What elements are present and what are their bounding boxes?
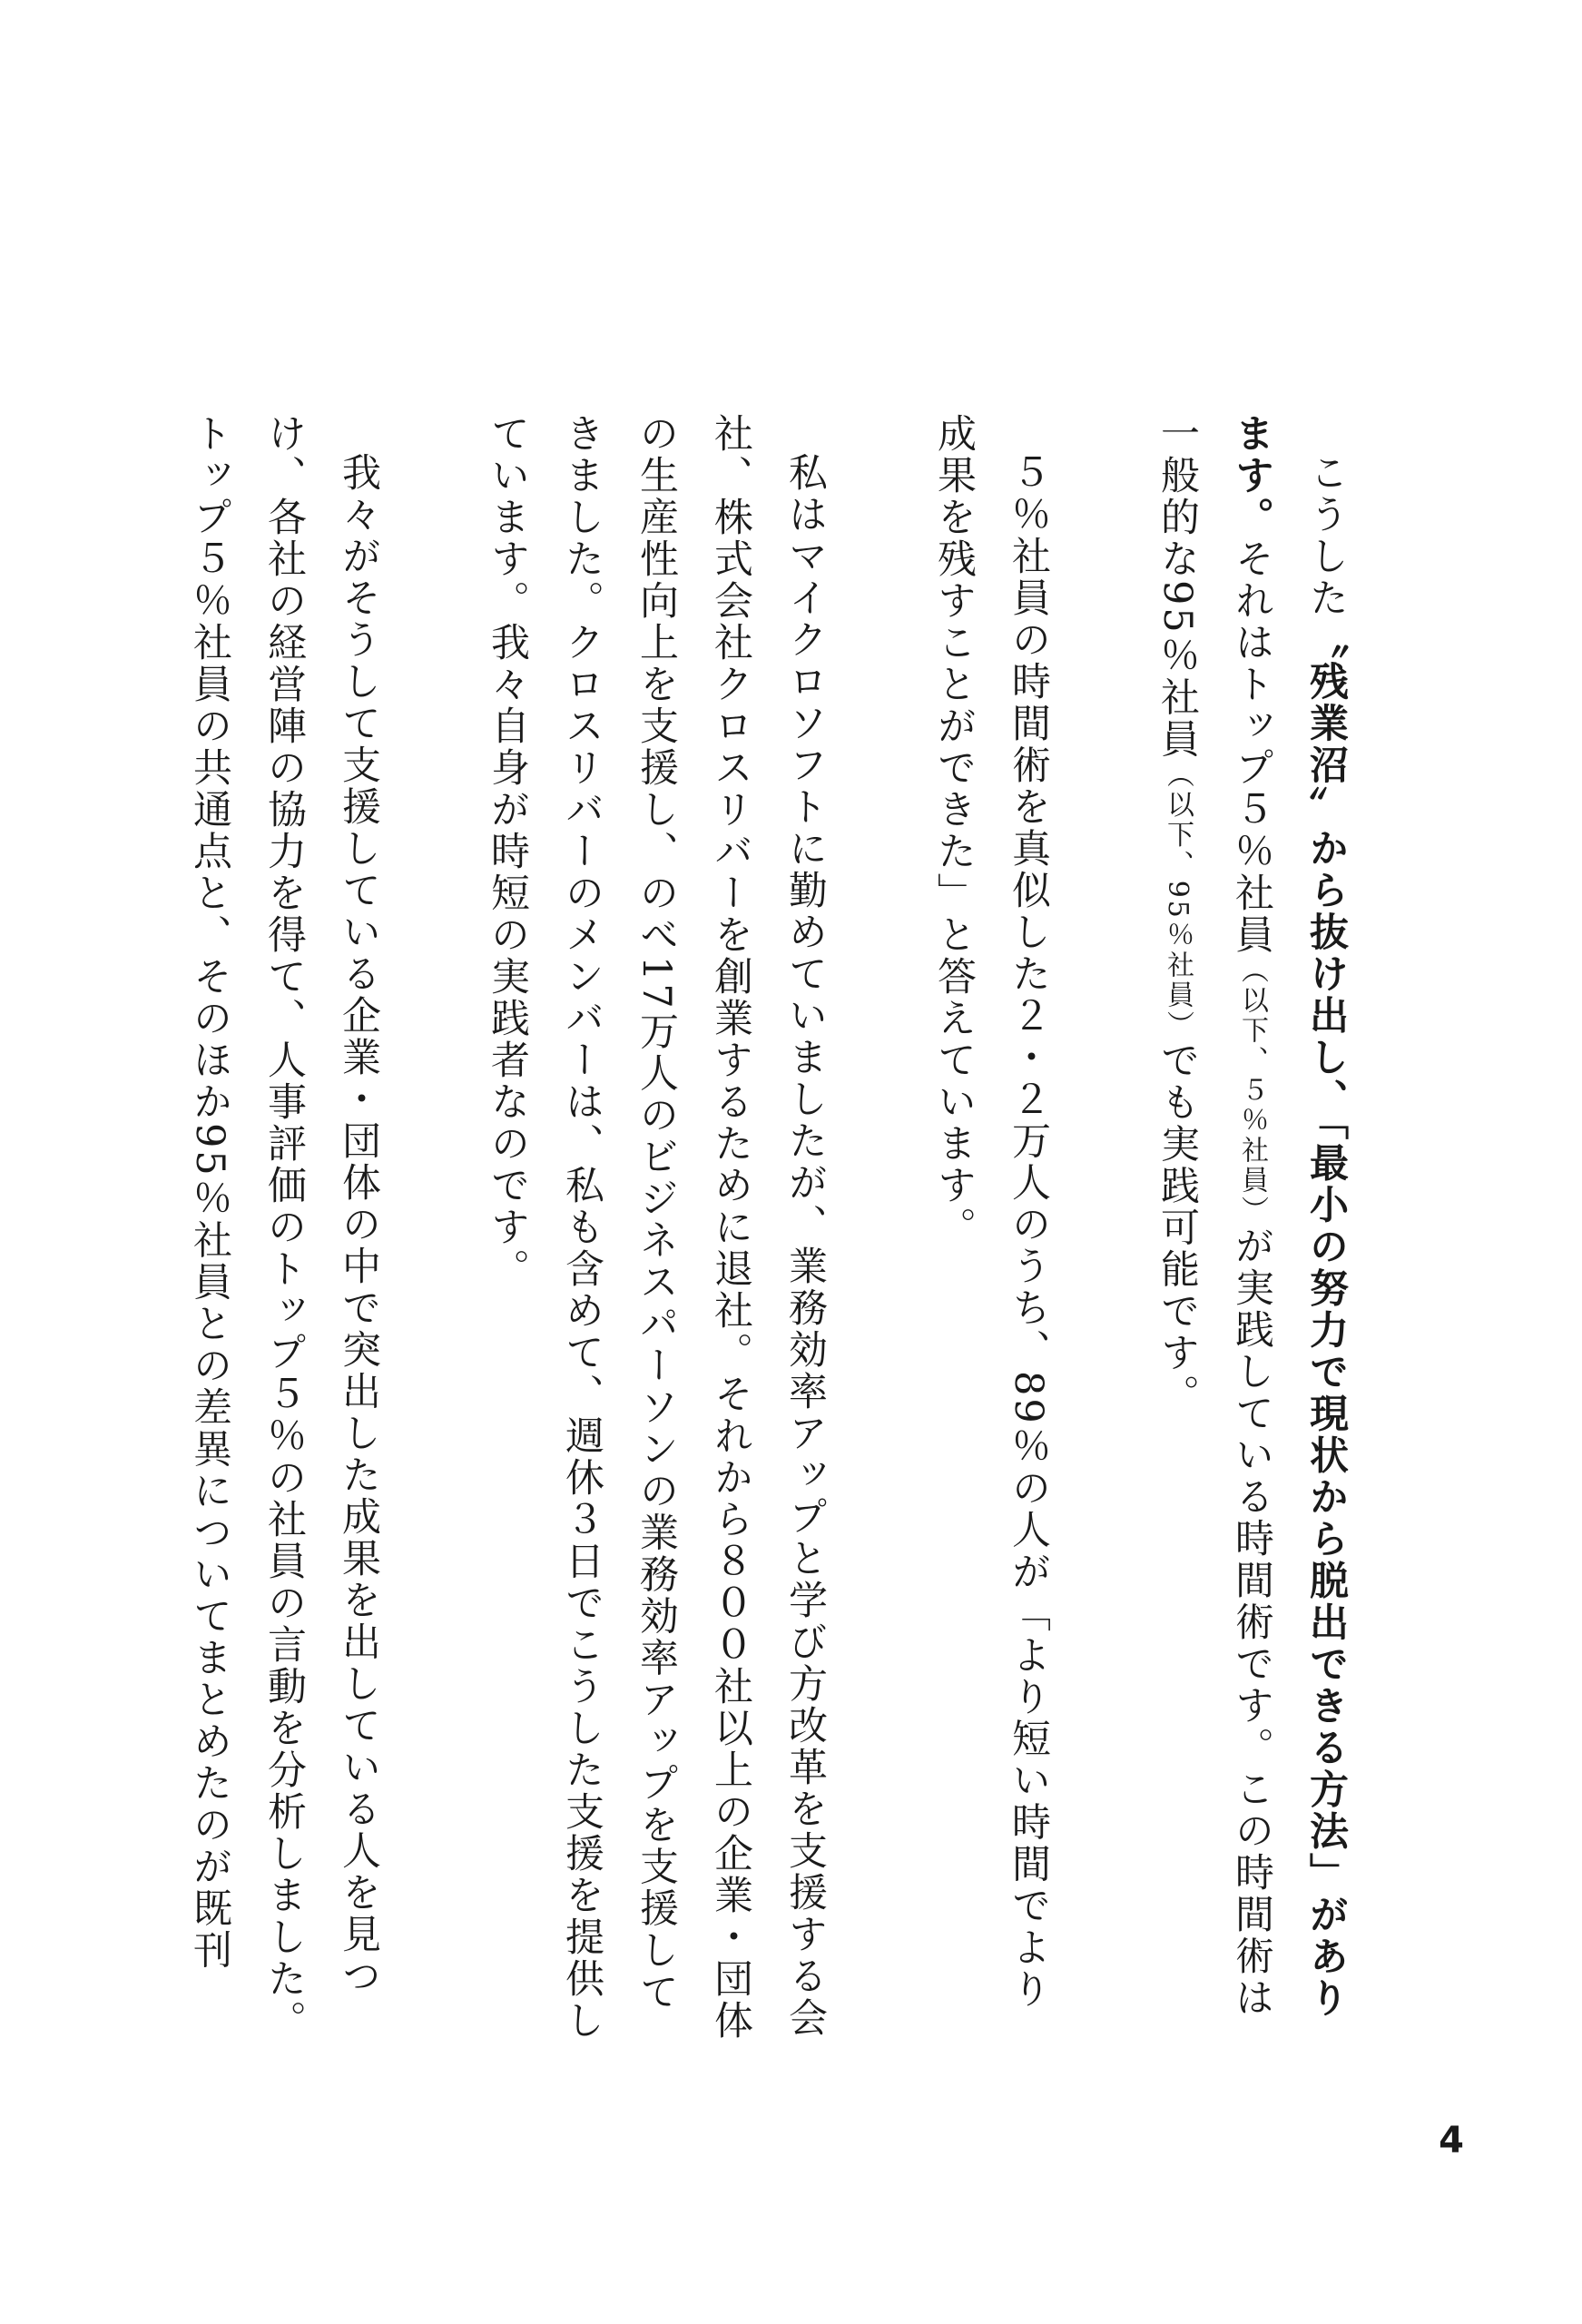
body-text [187,413,1363,2047]
paragraph [1140,413,1363,2047]
page-number: 4 [1439,2120,1464,2162]
small-text-segment: （以下、５％社員） [1236,956,1268,1226]
text-segment: が実践している時間術です。この時間術は一般的な95％社員 [1155,413,1274,2019]
text-segment: こうした [1303,452,1349,619]
text-segment: それはトップ５％社員 [1229,538,1274,956]
paragraph [172,413,396,2047]
text-segment: ５％社員の時間術を真似した２・２万人のうち、89％の人が「より短い時間でより成果を残すことができた」と答えています。 [931,413,1051,2011]
text-segment: 我々がそうして支援している企業・団体の中で突出した成果を出している人を見つけ、各社の経営陣の協力を得て、人事評価のトップ５％の社員の言動を分析しました。トップ５％社員の共通点と、そのほか95％社員との差異についてまとめたのが既刊 [187,413,381,2042]
bold-text-segment: 〝残業沼〟から抜け出し、「最小の努力で現状から脱出できる方法」があります。 [1229,413,1349,2020]
text-segment: 私はマイクロソフトに勤めていましたが、業務効率アップと学び方改革を支援する会社、株式会社クロスリバーを創業するために退社。それから８００社以上の企業・団体の生産性向上を支援し、のべ17万人のビジネスパーソンの業務効率アップを支援してきました。クロスリバーのメンバーは、私も含めて、週休３日でこうした支援を提供しています。我々自身が時短の実践者なのです。 [485,413,828,2042]
text-segment: でも実践可能です。 [1155,1039,1200,1416]
paragraph [917,413,1066,2047]
small-text-segment: （以下、95％社員） [1162,760,1194,1040]
paragraph [470,413,842,2047]
